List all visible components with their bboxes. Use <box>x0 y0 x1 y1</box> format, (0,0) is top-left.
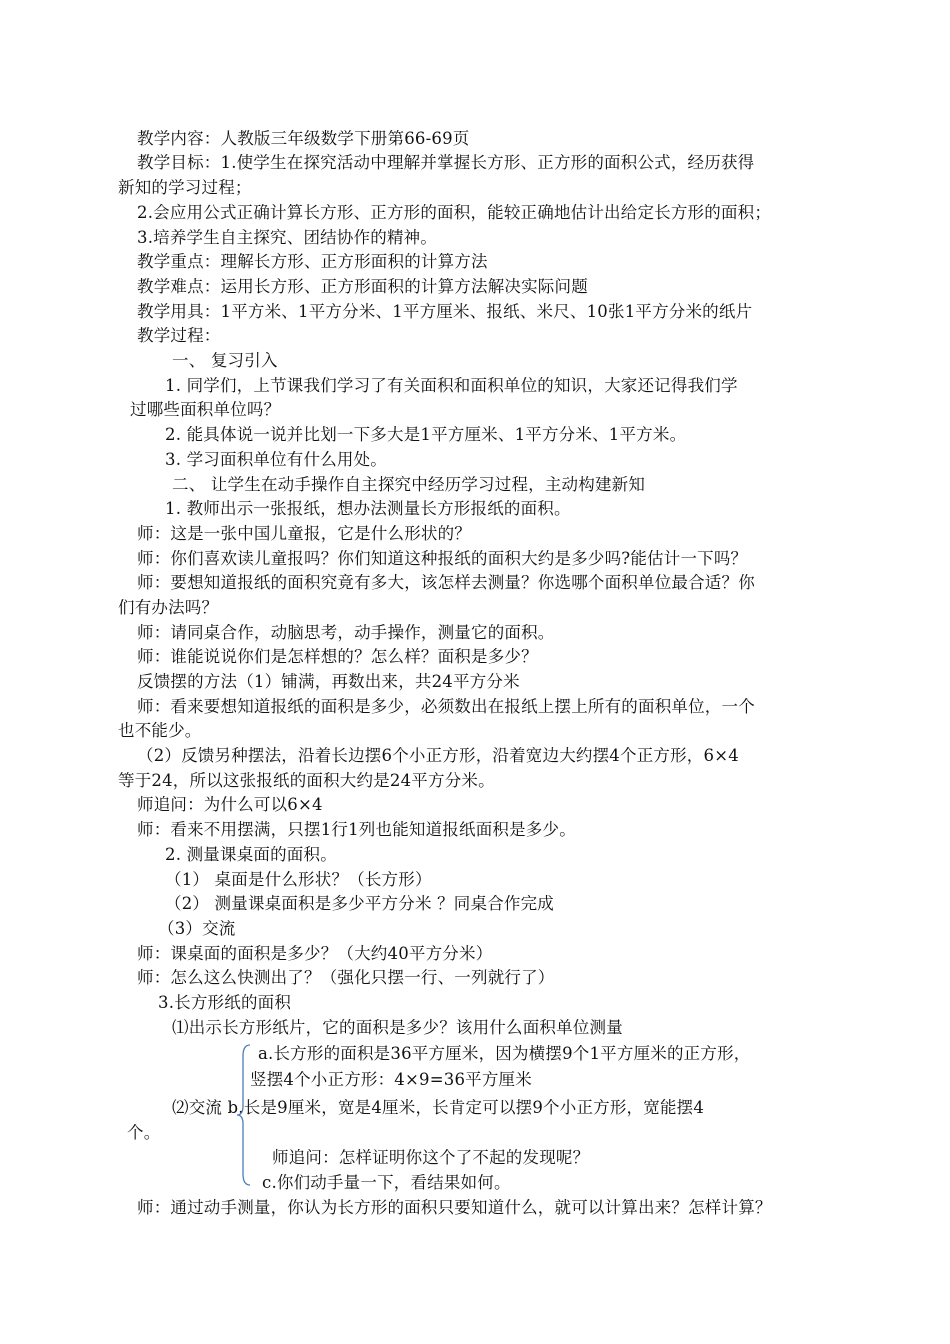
text-line: 1. 教师出示一张报纸，想办法测量长方形报纸的面积。 <box>165 499 571 518</box>
text-line: 教学难点：运用长方形、正方形面积的计算方法解决实际问题 <box>137 277 588 296</box>
text-line: c.你们动手量一下，看结果如何。 <box>262 1173 511 1192</box>
text-line: 师追问：为什么可以6×4 <box>137 795 323 814</box>
text-line: 教学过程： <box>137 326 221 345</box>
text-line: 教学目标：1.使学生在探究活动中理解并掌握长方形、正方形的面积公式，经历获得 <box>137 153 755 172</box>
text-line: 师：通过动手测量，你认为长方形的面积只要知道什么，就可以计算出来？怎样计算？ <box>137 1198 772 1217</box>
text-line: 师追问：怎样证明你这个了不起的发现呢？ <box>272 1148 590 1167</box>
text-line: ⑵交流 b.长是9厘米，宽是4厘米，长肯定可以摆9个小正方形，宽能摆4 <box>172 1098 705 1117</box>
section-heading: 二、 让学生在动手操作自主探究中经历学习过程，主动构建新知 <box>172 475 646 494</box>
text-line: （3）交流 <box>158 919 236 938</box>
text-line: 师：这是一张中国儿童报，它是什么形状的？ <box>137 524 471 543</box>
text-line: 新知的学习过程； <box>118 178 252 197</box>
section-heading: 一、 复习引入 <box>172 351 278 370</box>
text-line: 们有办法吗？ <box>118 598 219 617</box>
text-line: 师：看来要想知道报纸的面积是多少，必须数出在报纸上摆上所有的面积单位，一个 <box>137 697 755 716</box>
text-line: 3.长方形纸的面积 <box>158 993 292 1012</box>
text-line: 1. 同学们，上节课我们学习了有关面积和面积单位的知识，大家还记得我们学 <box>165 376 738 395</box>
text-line: 2. 能具体说一说并比划一下多大是1平方厘米、1平方分米、1平方米。 <box>165 425 687 444</box>
text-line: 教学重点：理解长方形、正方形面积的计算方法 <box>137 252 488 271</box>
text-line: 教学内容：人教版三年级数学下册第66-69页 <box>137 129 470 148</box>
text-line: （2） 测量课桌面积是多少平方分米 ？同桌合作完成 <box>165 894 554 913</box>
curly-brace <box>237 1044 251 1186</box>
text-line: a.长方形的面积是36平方厘米，因为横摆9个1平方厘米的正方形， <box>258 1044 751 1063</box>
text-line: 师：谁能说说你们是怎样想的？怎么样？面积是多少？ <box>137 647 538 666</box>
text-line: 师：课桌面的面积是多少？（大约40平方分米） <box>137 944 493 963</box>
text-line: 教学用具：1平方米、1平方分米、1平方厘米、报纸、米尺、10张1平方分米的纸片 <box>137 302 753 321</box>
text-line: 3.培养学生自主探究、团结协作的精神。 <box>137 228 438 247</box>
text-line: 个。 <box>127 1123 161 1142</box>
text-line: 竖摆4个小正方形：4×9=36平方厘米 <box>250 1070 532 1089</box>
text-line: 过哪些面积单位吗？ <box>130 400 281 419</box>
text-line: 师：看来不用摆满，只摆1行1列也能知道报纸面积是多少。 <box>137 820 576 839</box>
text-line: 2.会应用公式正确计算长方形、正方形的面积，能较正确地估计出给定长方形的面积； <box>137 203 772 222</box>
text-line: 等于24，所以这张报纸的面积大约是24平方分米。 <box>118 771 495 790</box>
text-line: （2）反馈另种摆法，沿着长边摆6个小正方形，沿着宽边大约摆4个正方形，6×4 <box>137 746 739 765</box>
text-line: 反馈摆的方法（1）铺满，再数出来，共24平方分米 <box>137 672 520 691</box>
text-line: （1） 桌面是什么形状？（长方形） <box>165 870 432 889</box>
text-line: ⑴出示长方形纸片，它的面积是多少？该用什么面积单位测量 <box>172 1018 623 1037</box>
text-line: 师：请同桌合作，动脑思考，动手操作，测量它的面积。 <box>137 623 555 642</box>
text-line: 师：怎么这么快测出了？（强化只摆一行、一列就行了） <box>137 968 555 987</box>
text-line: 3. 学习面积单位有什么用处。 <box>165 450 387 469</box>
text-line: 也不能少。 <box>118 721 202 740</box>
text-line: 2. 测量课桌面的面积。 <box>165 845 337 864</box>
text-line: 师：要想知道报纸的面积究竟有多大，该怎样去测量？你选哪个面积单位最合适？你 <box>137 573 755 592</box>
text-line: 师：你们喜欢读儿童报吗？你们知道这种报纸的面积大约是多少吗?能估计一下吗？ <box>137 549 748 568</box>
